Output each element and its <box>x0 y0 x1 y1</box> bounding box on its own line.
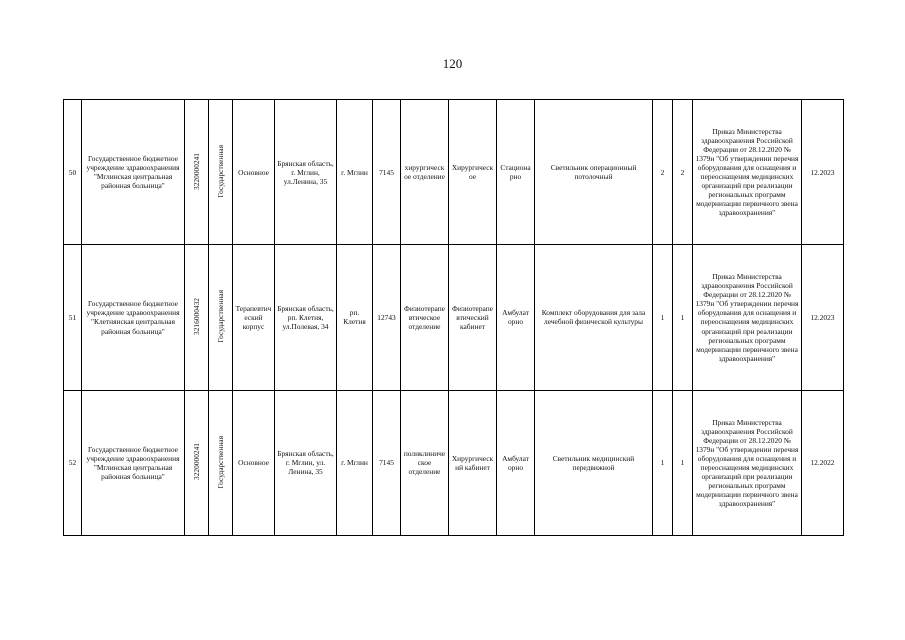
ownership-cell <box>209 245 233 390</box>
deadline-date: 12.2022 <box>802 390 844 535</box>
row-number: 50 <box>64 100 82 245</box>
address: Брянская область, г. Мглин, ул.Ленина, 35 <box>275 100 337 245</box>
quantity-1: 1 <box>653 245 673 390</box>
room: Хирургическ ий кабинет <box>449 390 497 535</box>
inn: 3216000432 <box>191 298 201 335</box>
table-row <box>64 100 844 245</box>
code: 7145 <box>373 390 401 535</box>
quantity-1: 1 <box>653 390 673 535</box>
building: Терапевтич еский корпус <box>233 245 275 390</box>
locality: рп. Клетня <box>337 245 373 390</box>
building: Основное <box>233 100 275 245</box>
equipment-name: Светильник медицинский передвижной <box>535 390 653 535</box>
department: Физиотерапе втическое отделение <box>401 245 449 390</box>
organization-name: Государственное бюджетное учреждение здравоохранения "Мглинская центральная районная больница" <box>82 100 185 245</box>
room: Хирургическ ое <box>449 100 497 245</box>
inn-cell <box>185 100 209 245</box>
ownership-form: Государственная <box>215 144 225 198</box>
organization-name: Государственное бюджетное учреждение здравоохранения "Клетнянская центральная районная больница" <box>82 245 185 390</box>
department: поликлиниче ское отделение <box>401 390 449 535</box>
organization-name: Государственное бюджетное учреждение здравоохранения "Мглинская центральная районная больница" <box>82 390 185 535</box>
address: Брянская область, рп. Клетня, ул.Полевая, 34 <box>275 245 337 390</box>
building: Основное <box>233 390 275 535</box>
code: 12743 <box>373 245 401 390</box>
address: Брянская область, г. Мглин, ул. Ленина, 35 <box>275 390 337 535</box>
row-number: 51 <box>64 245 82 390</box>
care-type: Стациона рно <box>497 100 535 245</box>
legal-basis: Приказ Министерства здравоохранения Российской Федерации от 28.12.2020 № 1379н "Об утверждении перечня оборудования для оснащения и переоснащения медицинских организаций при реализации региональных программ модернизации первичного звена здравоохранения" <box>693 100 802 245</box>
ownership-cell <box>209 100 233 245</box>
table-row <box>64 245 844 390</box>
legal-basis: Приказ Министерства здравоохранения Российской Федерации от 28.12.2020 № 1379н "Об утверждении перечня оборудования для оснащения и переоснащения медицинских организаций при реализации региональных программ модернизации первичного звена здравоохранения" <box>693 390 802 535</box>
locality: г. Мглин <box>337 390 373 535</box>
quantity-2: 1 <box>673 390 693 535</box>
inn: 3220000241 <box>191 443 201 481</box>
ownership-form: Государственная <box>215 290 225 343</box>
deadline-date: 12.2023 <box>802 245 844 390</box>
equipment-name: Светильник операционный потолочный <box>535 100 653 245</box>
department: хирургическ ое отделение <box>401 100 449 245</box>
ownership-cell <box>209 390 233 535</box>
inn-cell <box>185 390 209 535</box>
care-type: Амбулат орно <box>497 245 535 390</box>
equipment-name: Комплект оборудования для зала лечебной физической культуры <box>535 245 653 390</box>
ownership-form: Государственная <box>215 435 225 489</box>
inn: 3220000241 <box>191 152 201 190</box>
row-number: 52 <box>64 390 82 535</box>
code: 7145 <box>373 100 401 245</box>
quantity-2: 2 <box>673 100 693 245</box>
quantity-2: 1 <box>673 245 693 390</box>
locality: г. Мглин <box>337 100 373 245</box>
room: Физиотерапе втический кабинет <box>449 245 497 390</box>
deadline-date: 12.2023 <box>802 100 844 245</box>
inn-cell <box>185 245 209 390</box>
page-number: 120 <box>442 56 463 71</box>
legal-basis: Приказ Министерства здравоохранения Российской Федерации от 28.12.2020 № 1379н "Об утверждении перечня оборудования для оснащения и переоснащения медицинских организаций при реализации региональных программ модернизации первичного звена здравоохранения" <box>693 245 802 390</box>
equipment-table <box>63 99 844 536</box>
table-row <box>64 390 844 535</box>
care-type: Амбулат орно <box>497 390 535 535</box>
quantity-1: 2 <box>653 100 673 245</box>
